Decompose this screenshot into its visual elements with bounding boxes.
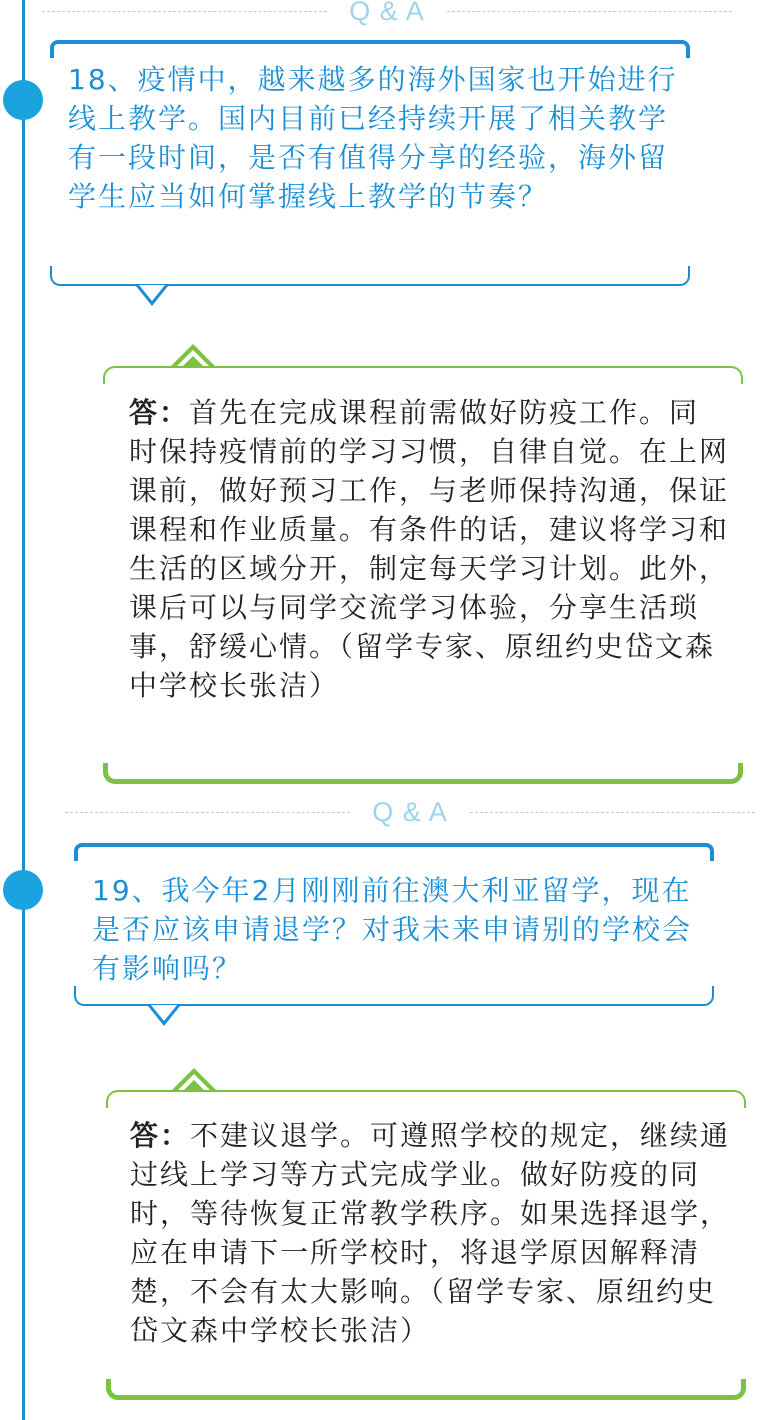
answer-text: 首先在完成课程前需做好防疫工作。同时保持疫情前的学习习惯，自律自觉。在上网课前，做好预习工作，与老师保持沟通，保证课程和作业质量。有条件的话，建议将学习和生活的区域分开，制定每天学习计划。此外，课后可以与同学交流学习体验，分享生活琐事，舒缓心情。（留学专家、原纽约史岱文森中学校长张洁） <box>129 396 730 702</box>
qa-divider <box>42 0 732 26</box>
question-text: 19、我今年2月刚刚前往澳大利亚留学，现在是否应该申请退学？对我未来申请别的学校会有影响吗？ <box>92 874 693 985</box>
answer-box-top-border <box>106 1090 746 1108</box>
answer-box <box>103 366 743 784</box>
timeline-line <box>22 0 25 1420</box>
answer-label: 答： <box>130 1119 191 1152</box>
answer-text: 不建议退学。可遵照学校的规定，继续通过线上学习等方式完成学业。做好防疫的同时，等待恢复正常教学秩序。如果选择退学，应在申请下一所学校时，将退学原因解释清楚，不会有太大影响。（留学专家、原纽约史岱文森中学校长张洁） <box>130 1119 731 1347</box>
divider-line <box>42 11 327 12</box>
divider-line <box>65 812 350 813</box>
answer-box-top-border <box>103 366 743 384</box>
answer-box <box>106 1090 746 1400</box>
question-box <box>74 843 714 1006</box>
qa-divider <box>65 797 755 827</box>
question-box-top-border <box>74 843 714 861</box>
answer-text-block <box>129 393 729 705</box>
answer-text-block <box>130 1116 734 1350</box>
timeline-dot <box>3 80 43 120</box>
timeline-dot <box>3 870 43 910</box>
question-box-top-border <box>50 40 690 58</box>
answer-box-bottom-border <box>106 1379 746 1400</box>
question-box-bottom-border <box>74 986 714 1006</box>
question-text: 18、疫情中，越来越多的海外国家也开始进行线上教学。国内目前已经持续开展了相关教学有一段时间，是否有值得分享的经验，海外留学生应当如何掌握线上教学的节奏？ <box>68 63 678 213</box>
divider-label: Q & A <box>349 0 425 26</box>
answer-label: 答： <box>129 396 190 429</box>
answer-box-bottom-border <box>103 763 743 784</box>
question-box <box>50 40 690 286</box>
question-pointer-inner <box>139 285 165 301</box>
question-pointer-inner <box>151 1005 177 1021</box>
divider-line <box>470 812 755 813</box>
divider-line <box>447 11 732 12</box>
question-box-bottom-border <box>50 266 690 286</box>
divider-label: Q & A <box>372 796 448 827</box>
